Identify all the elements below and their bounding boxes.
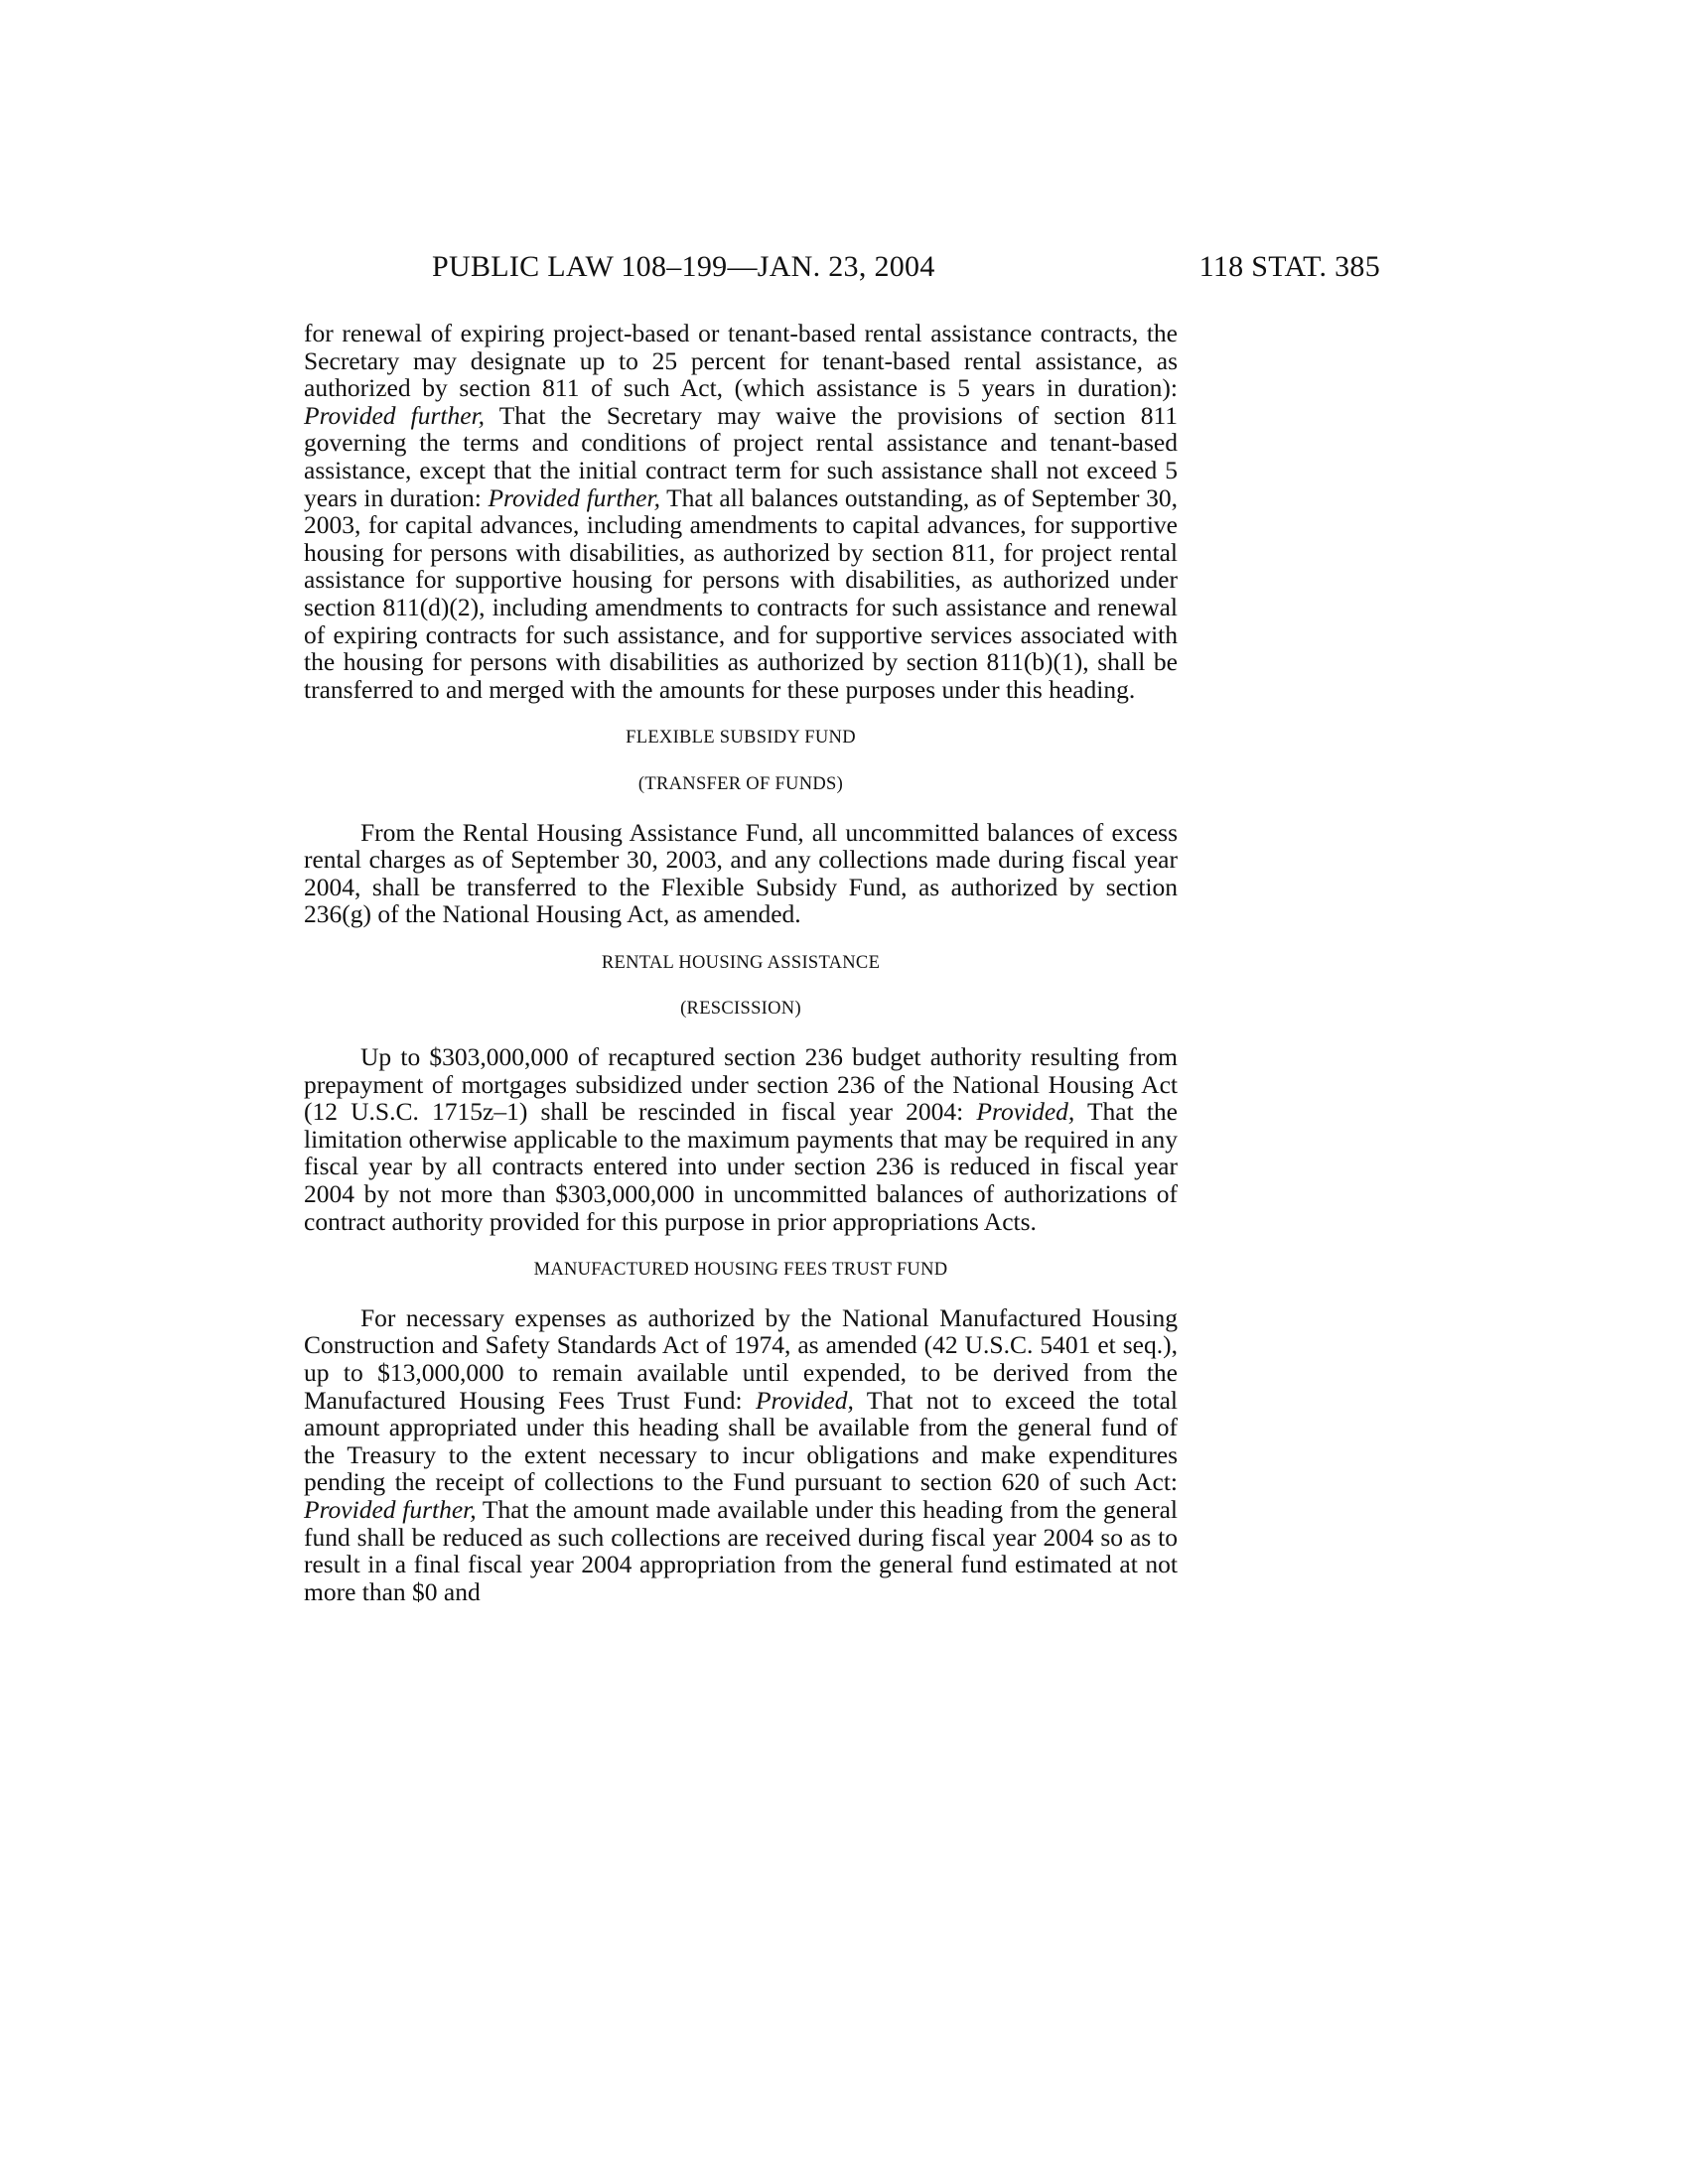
text-run: for renewal of expiring project-based or tenant-based rental assistance contracts, the Secretary may designate up to 25 percent for tenant-based rental assistance, as authorized by section 811 of such Act, (which assistance is 5 years in duration): xyxy=(304,319,1178,403)
section-heading-manufactured-housing: MANUFACTURED HOUSING FEES TRUST FUND xyxy=(533,1260,948,1281)
italic-proviso: Provided, xyxy=(755,1385,854,1415)
running-head-title: PUBLIC LAW 108–199—JAN. 23, 2004 xyxy=(432,250,935,283)
text-run: That the amount made available under this heading from the general fund shall be reduced as such collections are received during fiscal year 2004 so as to result in a final fiscal year 2004 appropriation from the general fund estimated at not more than $0 and xyxy=(304,1494,1178,1606)
text-run: That all balances outstanding, as of September 30, 2003, for capital advances, including amendments to capital advances, for supportive housing for persons with disabilities, as authorized by section 811, for project rental assistance for supportive housing for persons with disabilities, as authorized under section 811(d)(2), including amendments to contracts for such assistance and renewal of expiring contracts for such assistance, and for supportive services associated with the housing for persons with disabilities as authorized by section 811(b)(1), shall be transferred to and merged with the amounts for these purposes under this heading. xyxy=(304,482,1178,704)
statute-page-number: 118 STAT. 385 xyxy=(1198,250,1380,283)
document-body xyxy=(304,320,1178,1605)
text-run: That the limitation otherwise applicable to the maximum payments that may be required in any fiscal year by all contracts entered into under section 236 is reduced in fiscal year 2004 by not more than $303,000,000 in uncommitted balances of authorizations of contract authority provided for this purpose in prior appropriations Acts. xyxy=(304,1097,1178,1236)
section-subheading-rescission: (RESCISSION) xyxy=(680,999,801,1020)
italic-proviso: Provided further, xyxy=(488,482,660,512)
text-run: Up to $303,000,000 of recaptured section 236 budget authority resulting from prepayment of mortgages subsidized under section 236 of the National Housing Act (12 U.S.C. 1715z–1) shall be rescinded in fiscal year 2004: xyxy=(304,1042,1178,1127)
section-heading-rental-housing: RENTAL HOUSING ASSISTANCE xyxy=(601,952,881,973)
page-header xyxy=(432,250,1380,290)
text-run: That the Secretary may waive the provisions of section 811 governing the terms and conditions of project rental assistance and tenant-based assistance, except that the initial contract term for such assistance shall not exceed 5 years in duration: xyxy=(304,400,1178,512)
manufactured-housing-paragraph xyxy=(304,1304,1178,1606)
text-run: That not to exceed the total amount appropriated under this heading shall be available from the general fund of the Treasury to the extent necessary to incur obligations and make expenditures pending the receipt of collections to the Fund pursuant to section 620 of such Act: xyxy=(304,1385,1178,1497)
italic-proviso: Provided further, xyxy=(304,400,486,430)
continued-paragraph xyxy=(304,320,1178,703)
section-subheading-transfer: (TRANSFER OF FUNDS) xyxy=(637,773,844,794)
text-run: For necessary expenses as authorized by the National Manufactured Housing Construction and Safety Standards Act of 1974, as amended (42 U.S.C. 5401 et seq.), up to $13,000,000 to remain available until expended, to be derived from the Manufactured Housing Fees Trust Fund: xyxy=(304,1302,1178,1415)
rental-housing-paragraph xyxy=(304,1043,1178,1235)
italic-proviso: Provided, xyxy=(976,1097,1075,1127)
italic-proviso: Provided further, xyxy=(304,1494,477,1524)
flexible-subsidy-paragraph: From the Rental Housing Assistance Fund, all uncommitted balances of excess rental charges as of September 30, 2003, and any collections made during fiscal year 2004, shall be transferred to the Flexible Subsidy Fund, as authorized by section 236(g) of the National Housing Act, as amended. xyxy=(304,817,1178,929)
section-heading-flexible-subsidy: FLEXIBLE SUBSIDY FUND xyxy=(626,728,856,749)
